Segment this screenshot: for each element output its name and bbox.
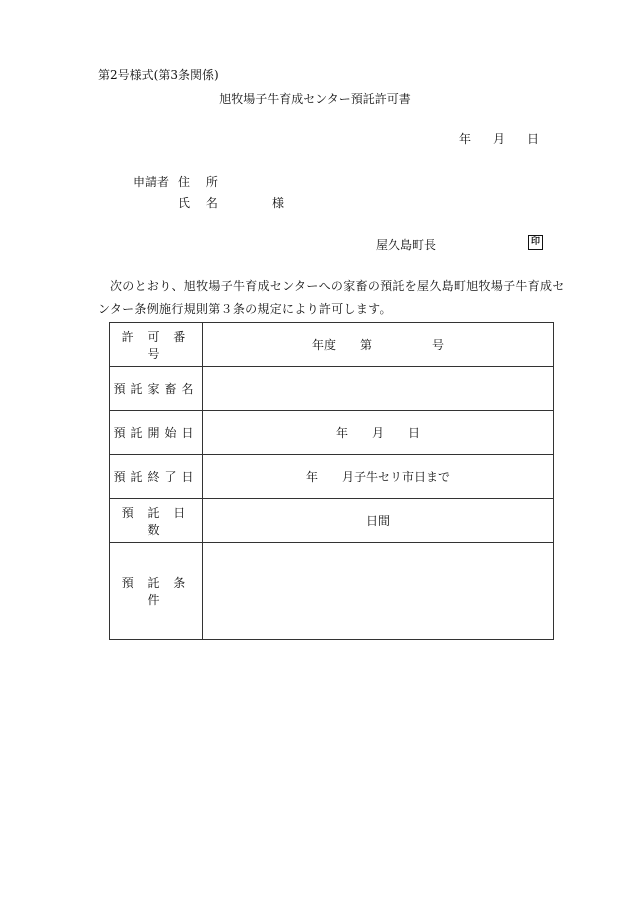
table-row	[110, 411, 554, 455]
permit-table	[109, 322, 554, 640]
row-value-permit-number: 年度 第 号	[203, 323, 554, 367]
table-row	[110, 367, 554, 411]
date-day: 日	[527, 132, 540, 146]
date-month: 月	[493, 132, 506, 146]
table-row	[110, 499, 554, 543]
applicant-name-label: 氏 名	[178, 196, 224, 210]
document-title: 旭牧場子牛育成センター預託許可書	[219, 92, 411, 106]
table-row	[110, 455, 554, 499]
date-line	[459, 130, 539, 147]
form-number: 第2号様式(第3条関係)	[98, 68, 219, 82]
permit-statement: 次のとおり、旭牧場子牛育成センターへの家畜の預託を屋久島町旭牧場子牛育成センター条例施行規則第３条の規定により許可します。	[98, 279, 565, 316]
row-value-start-date: 年 月 日	[203, 411, 554, 455]
row-label-permit-number: 許 可 番 号	[110, 323, 203, 367]
row-value-livestock-name	[203, 367, 554, 411]
row-label-livestock-name: 預託家畜名	[110, 367, 203, 411]
row-label-conditions: 預 託 条 件	[110, 543, 203, 640]
row-label-days: 預 託 日 数	[110, 499, 203, 543]
row-label-start-date: 預託開始日	[110, 411, 203, 455]
table-row	[110, 323, 554, 367]
official-seal: 印	[528, 235, 543, 250]
row-value-end-date: 年 月子牛セリ市日まで	[203, 455, 554, 499]
table-row	[110, 543, 554, 640]
row-label-end-date: 預託終了日	[110, 455, 203, 499]
date-year: 年	[459, 132, 472, 146]
issuer-title: 屋久島町長	[376, 238, 437, 252]
applicant-label: 申請者	[133, 175, 170, 189]
row-value-days: 日間	[203, 499, 554, 543]
row-value-conditions	[203, 543, 554, 640]
applicant-address-label: 住 所	[178, 175, 224, 189]
applicant-honorific: 様	[272, 196, 285, 210]
